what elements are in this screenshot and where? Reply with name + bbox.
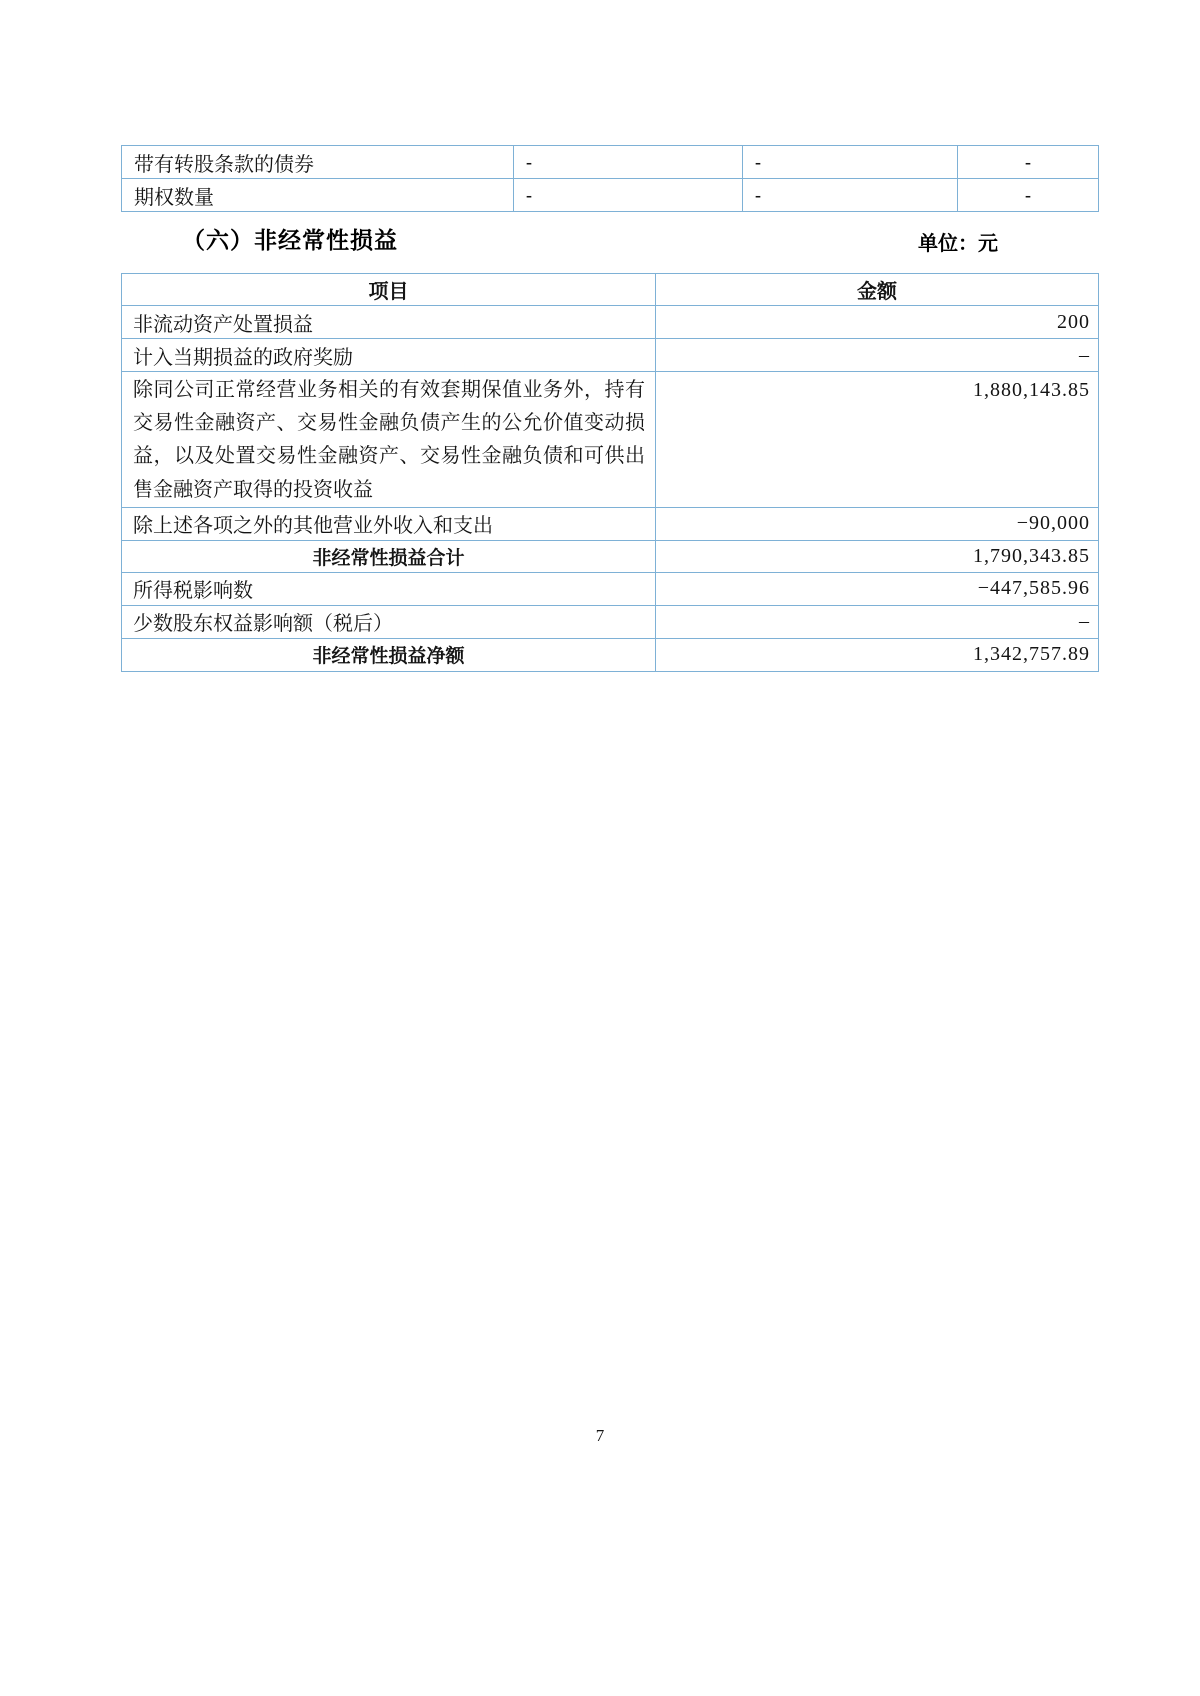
row-label: 非经常性损益净额 [122,638,656,671]
cell-value: - [743,179,958,212]
row-amount: −447,585.96 [656,572,1099,605]
section-title: （六）非经常性损益 [182,227,398,253]
row-label: 计入当期损益的政府奖励 [122,339,656,372]
unit-label: 单位：元 [918,233,998,255]
row-amount: – [656,339,1099,372]
table-row [122,179,1099,212]
cell-value: - [958,146,1099,179]
table-row-total [122,638,1099,671]
row-amount: 1,880,143.85 [656,372,1099,508]
cell-value: - [743,146,958,179]
row-amount: 1,342,757.89 [656,638,1099,671]
table-row [122,146,1099,179]
label-line: 售金融资产取得的投资收益 [133,478,373,501]
cell-value: - [958,179,1099,212]
table-row-subtotal [122,540,1099,572]
label-line: 益，以及处置交易性金融资产、交易性金融负债和可供出 [133,445,645,468]
table-header-row [122,274,1099,306]
row-label: 非流动资产处置损益 [122,306,656,339]
column-header-item: 项目 [122,274,656,306]
row-label: 少数股东权益影响额（税后） [122,605,656,638]
column-header-amount: 金额 [656,274,1099,306]
row-label: 所得税影响数 [122,572,656,605]
label-line: 除同公司正常经营业务相关的有效套期保值业务外，持有 [133,379,645,401]
table-row [122,507,1099,540]
row-amount: 200 [656,306,1099,339]
table-row [122,605,1099,638]
table-row [122,306,1099,339]
label-line: 交易性金融资产、交易性金融负债产生的公允价值变动损 [133,412,645,435]
row-label [122,372,656,508]
cell-value: - [514,179,743,212]
convertible-bond-options-table [121,145,1099,212]
row-label: 除上述各项之外的其他营业外收入和支出 [122,507,656,540]
row-label: 带有转股条款的债券 [122,146,514,179]
row-label: 期权数量 [122,179,514,212]
row-label: 非经常性损益合计 [122,540,656,572]
table-row [122,572,1099,605]
table-row [122,339,1099,372]
non-recurring-items-table [121,273,1099,672]
cell-value: - [514,146,743,179]
row-amount: – [656,605,1099,638]
row-amount: −90,000 [656,507,1099,540]
page-number: 7 [595,1426,605,1445]
row-amount: 1,790,343.85 [656,540,1099,572]
table-row [122,372,1099,508]
